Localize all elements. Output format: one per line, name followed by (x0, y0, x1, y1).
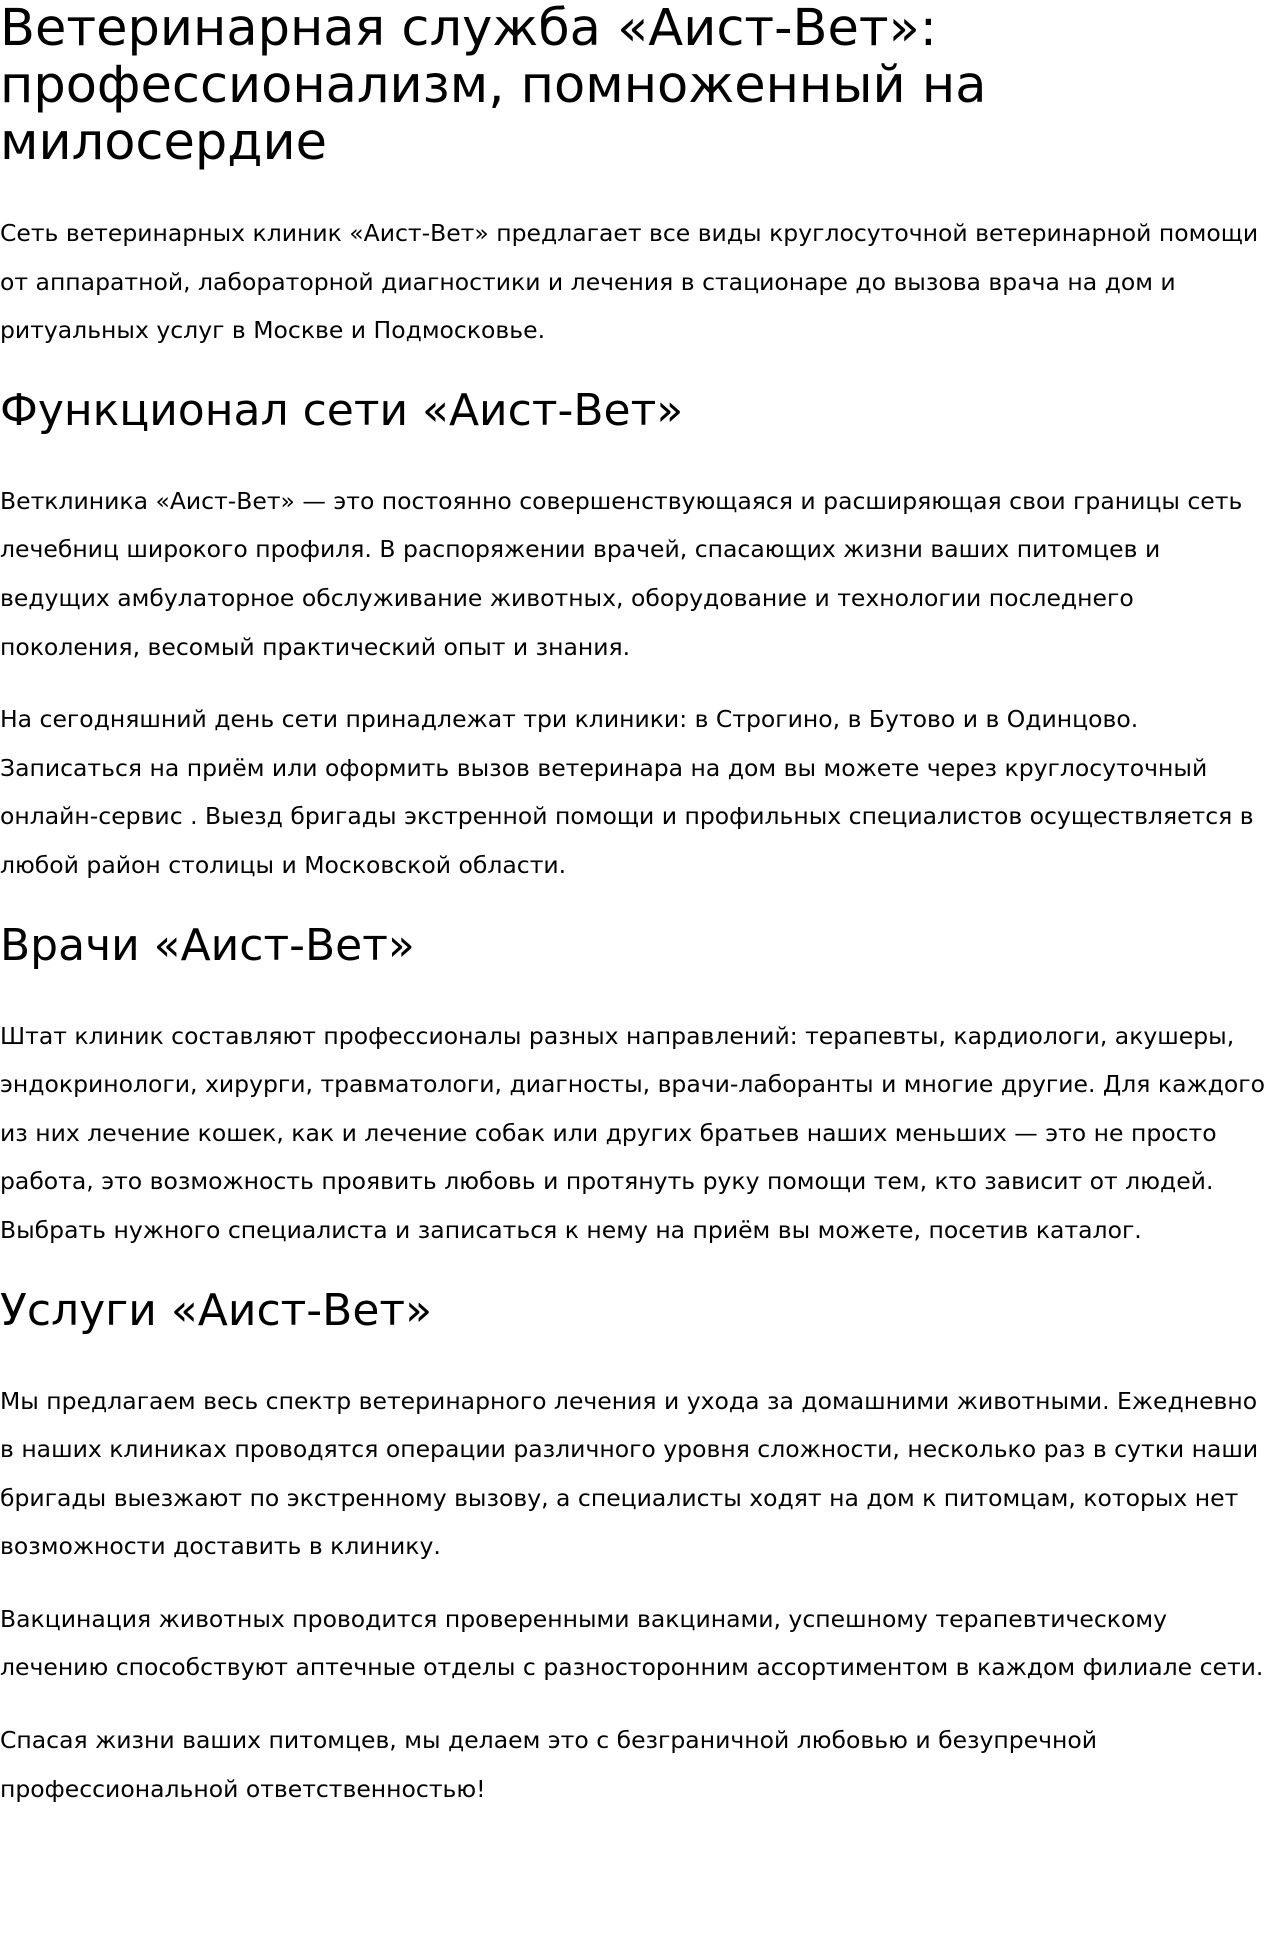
doctors-paragraph-1: Штат клиник составляют профессионалы разных направлений: терапевты, кардиологи, акушеры, эндокринологи, хирурги, травматологи, диагносты, врачи-лаборанты и многие другие. Для каждого из них лечение кошек, как и лечение собак или других братьев наших меньших — это не просто работа, это возможность проявить любовь и протянуть руку помощи тем, кто зависит от людей. Выбрать нужного специалиста и записаться к нему на приём вы можете, посетив каталог. (0, 1021, 1266, 1244)
page-title: Ветеринарная служба «Аист-Вет»: профессионализм, помноженный на милосердие (0, 0, 987, 172)
functionality-paragraph-2: На сегодняшний день сети принадлежат три клиники: в Строгино, в Бутово и в Одинцово. Записаться на приём или оформить вызов ветеринара на дом вы можете через круглосуточный онлайн-сервис . Выезд бригады экстренной помощи и профильных специалистов осуществляется в любой район столицы и Московской области. (0, 705, 1254, 879)
section-heading-doctors: Врачи «Аист-Вет» (0, 919, 415, 971)
section-heading-services: Услуги «Аист-Вет» (0, 1284, 432, 1336)
functionality-paragraph-1: Ветклиника «Аист-Вет» — это постоянно совершенствующаяся и расширяющая свои границы сеть лечебниц широкого профиля. В распоряжении врачей, спасающих жизни ваших питомцев и ведущих амбулаторное обслуживание животных, оборудование и технологии последнего поколения, весомый практический опыт и знания. (0, 486, 1243, 661)
services-paragraph-3: Спасая жизни ваших питомцев, мы делаем это с безграничной любовью и безупречной профессиональной ответственностью! (0, 1726, 1098, 1803)
services-paragraph-2: Вакцинация животных проводится проверенными вакцинами, успешному терапевтическому лечению способствуют аптечные отделы с разносторонним ассортиментом в каждом филиале сети. (0, 1604, 1264, 1682)
intro-paragraph: Сеть ветеринарных клиник «Аист-Вет» предлагает все виды круглосуточной ветеринарной помощи от аппаратной, лабораторной диагностики и лечения в стационаре до вызова врача на дом и ритуальных услуг в Москве и Подмосковье. (0, 219, 1259, 345)
services-paragraph-1: Мы предлагаем весь спектр ветеринарного лечения и ухода за домашними животными. Ежедневно в наших клиниках проводятся операции различного уровня сложности, несколько раз в сутки наши бригады выезжают по экстренному вызову, а специалисты ходят на дом к питомцам, которых нет возможности доставить в клинику. (0, 1386, 1259, 1561)
section-heading-functionality: Функционал сети «Аист-Вет» (0, 384, 684, 436)
